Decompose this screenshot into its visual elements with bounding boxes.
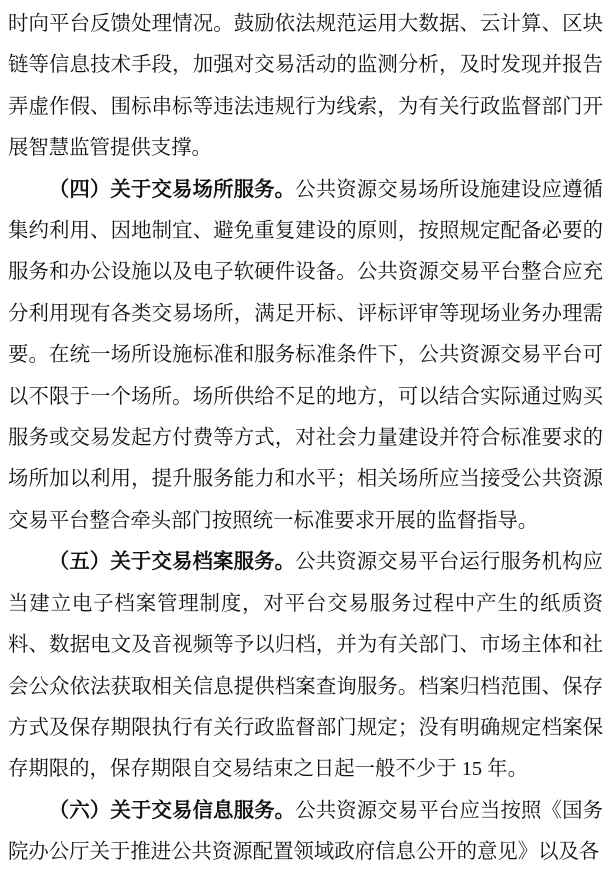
paragraph-text: 时向平台反馈处理情况。鼓励依法规范运用大数据、云计算、区块链等信息技术手段，加强对交易活动的监测分析，及时发现并报告弄虚作假、围标串标等违法违规行为线索，为有关行政监督部门开展智慧监管提供支撑。	[8, 13, 603, 160]
section-heading: （四）关于交易场所服务。	[48, 178, 296, 201]
paragraph-section-5-archive-services	[8, 542, 603, 790]
paragraph-section-4-venue-services	[8, 170, 603, 543]
section-heading: （五）关于交易档案服务。	[48, 551, 296, 574]
paragraph-text: 公共资源交易平台应当按照《国务院办公厅关于推进公共资源配置领域政府信息公开的意见》以及各	[8, 799, 603, 864]
paragraph-text: 公共资源交易平台运行服务机构应当建立电子档案管理制度，对平台交易服务过程中产生的纸质资料、数据电文及音视频等予以归档，并为有关部门、市场主体和社会公众依法获取相关信息提供档案查询服务。档案归档范围、保存方式及保存期限执行有关行政监督部门规定；没有明确规定档案保存期限的，保存期限自交易结束之日起一般不少于 15 年。	[8, 551, 603, 781]
paragraph-section-6-information-services	[8, 791, 603, 874]
paragraph-text: 公共资源交易场所设施建设应遵循集约利用、因地制宜、避免重复建设的原则，按照规定配备必要的服务和办公设施以及电子软硬件设备。公共资源交易平台整合应充分利用现有各类交易场所，满足开标、评标评审等现场业务办理需要。在统一场所设施标准和服务标准条件下，公共资源交易平台可以不限于一个场所。场所供给不足的地方，可以结合实际通过购买服务或交易发起方付费等方式，对社会力量建设并符合标准要求的场所加以利用，提升服务能力和水平；相关场所应当接受公共资源交易平台整合牵头部门按照统一标准要求开展的监督指导。	[8, 178, 603, 532]
section-heading: （六）关于交易信息服务。	[48, 799, 296, 822]
paragraph-continuation	[8, 4, 603, 170]
